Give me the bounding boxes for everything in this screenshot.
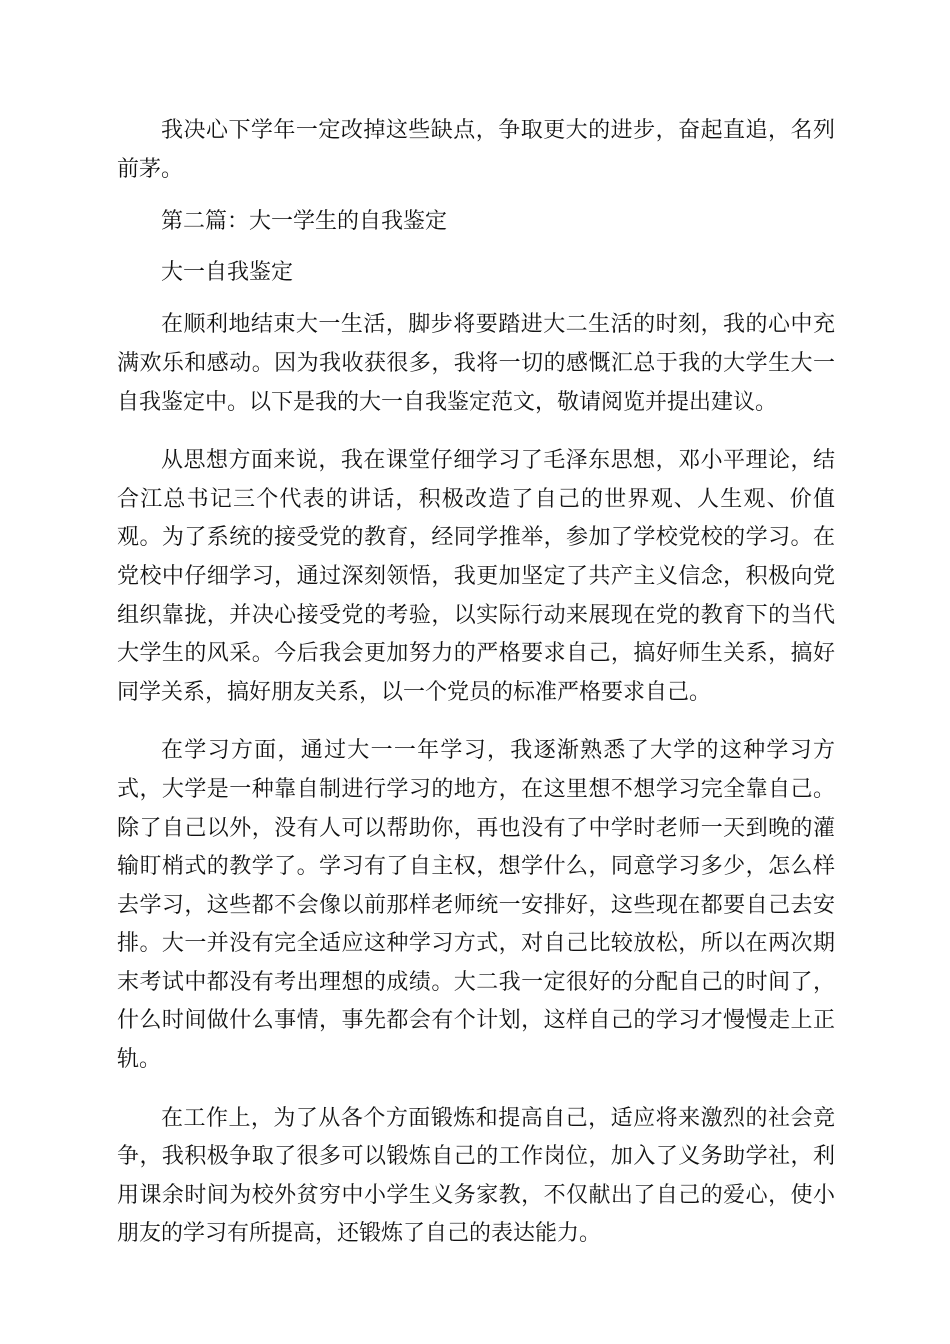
subsection-title: 大一自我鉴定 [161,259,294,285]
section-title: 第二篇：大一学生的自我鉴定 [161,209,448,235]
paragraph-study: 在学习方面，通过大一一年学习，我逐渐熟悉了大学的这种学习方式，大学是一种靠自制进行学习的地方，在这里想不想学习完全靠自己。除了自己以外，没有人可以帮助你，再也没有了中学时老师一天到晚的灌输盯梢式的教学了。学习有了自主权，想学什么，同意学习多少，怎么样去学习，这些都不会像以前那样老师统一安排好，这些现在都要自己去安排。大一并没有完全适应这种学习方式，对自己比较放松，所以在两次期末考试中都没有考出理想的成绩。大二我一定很好的分配自己的时间了，什么时间做什么事情，事先都会有个计划，这样自己的学习才慢慢走上正轨。 [117,738,835,1073]
paragraph-ideology: 从思想方面来说，我在课堂仔细学习了毛泽东思想，邓小平理论，结合江总书记三个代表的讲话，积极改造了自己的世界观、人生观、价值观。为了系统的接受党的教育，经同学推举，参加了学校党校的学习。在党校中仔细学习，通过深刻领悟，我更加坚定了共产主义信念，积极向党组织靠拢，并决心接受党的考验，以实际行动来展现在党的教育下的当代大学生的风采。今后我会更加努力的严格要求自己，搞好师生关系，搞好同学关系，搞好朋友关系，以一个党员的标准严格要求自己。 [117,448,835,705]
paragraph-intro: 在顺利地结束大一生活，脚步将要踏进大二生活的时刻，我的心中充满欢乐和感动。因为我收获很多，我将一切的感慨汇总于我的大学生大一自我鉴定中。以下是我的大一自我鉴定范文，敬请阅览并提出建议。 [117,312,835,415]
paragraph-work: 在工作上，为了从各个方面锻炼和提高自己，适应将来激烈的社会竞争，我积极争取了很多可以锻炼自己的工作岗位，加入了义务助学社，利用课余时间为校外贫穷中小学生义务家教，不仅献出了自己的爱心，使小朋友的学习有所提高，还锻炼了自己的表达能力。 [117,1105,835,1247]
paragraph-resolution: 我决心下学年一定改掉这些缺点，争取更大的进步，奋起直追，名列前茅。 [117,118,835,182]
